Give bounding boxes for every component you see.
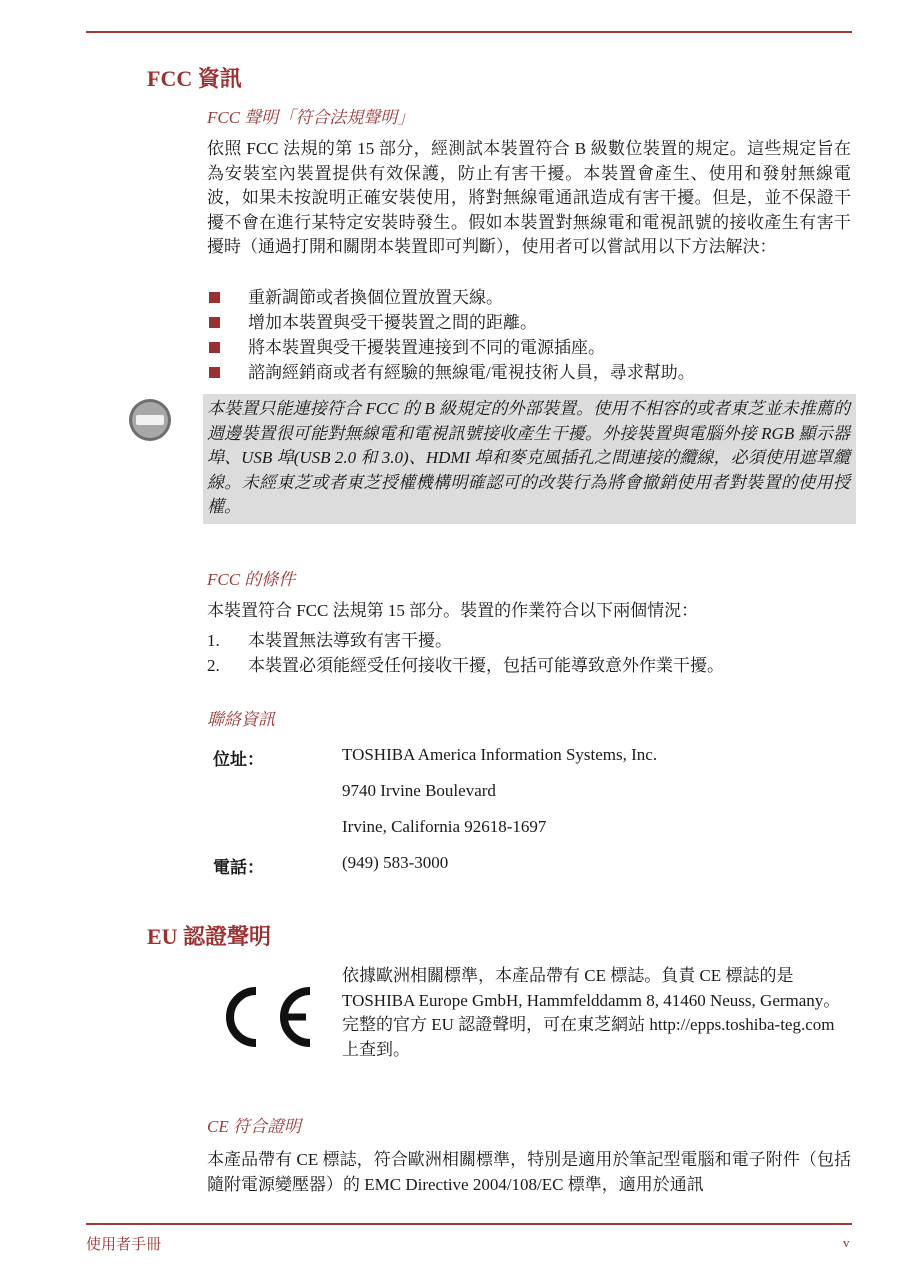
footer-manual-title: 使用者手冊	[86, 1235, 162, 1253]
ce-conformity-paragraph: 本產品帶有 CE 標誌，符合歐洲相關標準，特別是適用於筆記型電腦和電子附件（包括隨附電源變壓器）的 EMC Directive 2004/108/EC 標準，適用於通訊	[207, 1150, 851, 1194]
eu-section-title: EU 認證聲明	[147, 924, 272, 949]
bullet-square-icon	[209, 342, 220, 353]
fcc-conditions-heading: FCC 的條件	[207, 570, 296, 589]
fcc-conditions-list	[207, 628, 724, 678]
footer-rule	[86, 1223, 852, 1225]
list-item: 諮詢經銷商或者有經驗的無線電/電視技術人員，尋求幫助。	[207, 360, 695, 385]
list-item: 將本裝置與受干擾裝置連接到不同的電源插座。	[207, 335, 695, 360]
fcc-section-title: FCC 資訊	[147, 66, 242, 91]
bullet-square-icon	[209, 317, 220, 328]
fcc-declaration-paragraph: 依照 FCC 法規的第 15 部分，經測試本裝置符合 B 級數位裝置的規定。這些規定旨在為安裝室內裝置提供有效保護，防止有害干擾。本裝置會產生、使用和發射無線電波，如果未按說明正確安裝使用，將對無線電通訊造成有害干擾。但是，並不保證干擾不會在進行某特定安裝時發生。假如本裝置對無線電和電視訊號的接收產生有害干擾時（通過打開和關閉本裝置即可判斷），使用者可以嘗試用以下方法解決：	[207, 139, 851, 257]
bullet-square-icon	[209, 367, 220, 378]
stop-icon	[128, 398, 172, 442]
warning-note	[203, 394, 856, 524]
ce-mark-icon	[222, 983, 316, 1051]
fcc-conditions-intro: 本裝置符合 FCC 法規第 15 部分。裝置的作業符合以下兩個情況：	[207, 601, 699, 620]
warning-note-text: 本裝置只能連接符合 FCC 的 B 級規定的外部裝置。使用不相容的或者東芝並未推薦的週邊裝置很可能對無線電和電視訊號接收產生干擾。外接裝置與電腦外接 RGB 顯示器埠、USB 埠(USB 2.0 和 3.0)、HDMI 埠和麥克風插孔之間連接的纜線，必須使用遮罩纜線。未經東芝或者東芝授權機構明確認可的改裝行為將會撤銷使用者對裝置的使用授權。	[207, 399, 850, 517]
address-line: TOSHIBA America Information Systems, Inc.	[342, 745, 658, 764]
fcc-remedy-list	[207, 285, 695, 385]
address-label: 位址：	[213, 750, 264, 770]
eu-declaration-paragraph: 依據歐洲相關標準，本產品帶有 CE 標誌。負責 CE 標誌的是 TOSHIBA Europe GmbH, Hammfelddamm 8, 41460 Neuss, Germany。完整的官方 EU 認證聲明，可在東芝網站 http://epps.toshiba-teg.com 上查到。	[342, 966, 841, 1059]
bullet-square-icon	[209, 292, 220, 303]
page-number: v	[843, 1235, 850, 1250]
fcc-declaration-heading: FCC 聲明「符合法規聲明」	[207, 108, 415, 127]
phone-label: 電話：	[213, 858, 264, 878]
address-line: Irvine, California 92618-1697	[342, 817, 547, 836]
header-rule	[86, 31, 852, 33]
list-item: 重新調節或者換個位置放置天線。	[207, 285, 695, 310]
list-item: 2. 本裝置必須能經受任何接收干擾，包括可能導致意外作業干擾。	[207, 656, 724, 675]
list-item: 1. 本裝置無法導致有害干擾。	[207, 631, 452, 650]
phone-number: (949) 583-3000	[342, 853, 449, 872]
contact-heading: 聯絡資訊	[207, 710, 275, 729]
address-line: 9740 Irvine Boulevard	[342, 781, 496, 800]
list-item: 增加本裝置與受干擾裝置之間的距離。	[207, 310, 695, 335]
ce-conformity-heading: CE 符合證明	[207, 1117, 301, 1136]
